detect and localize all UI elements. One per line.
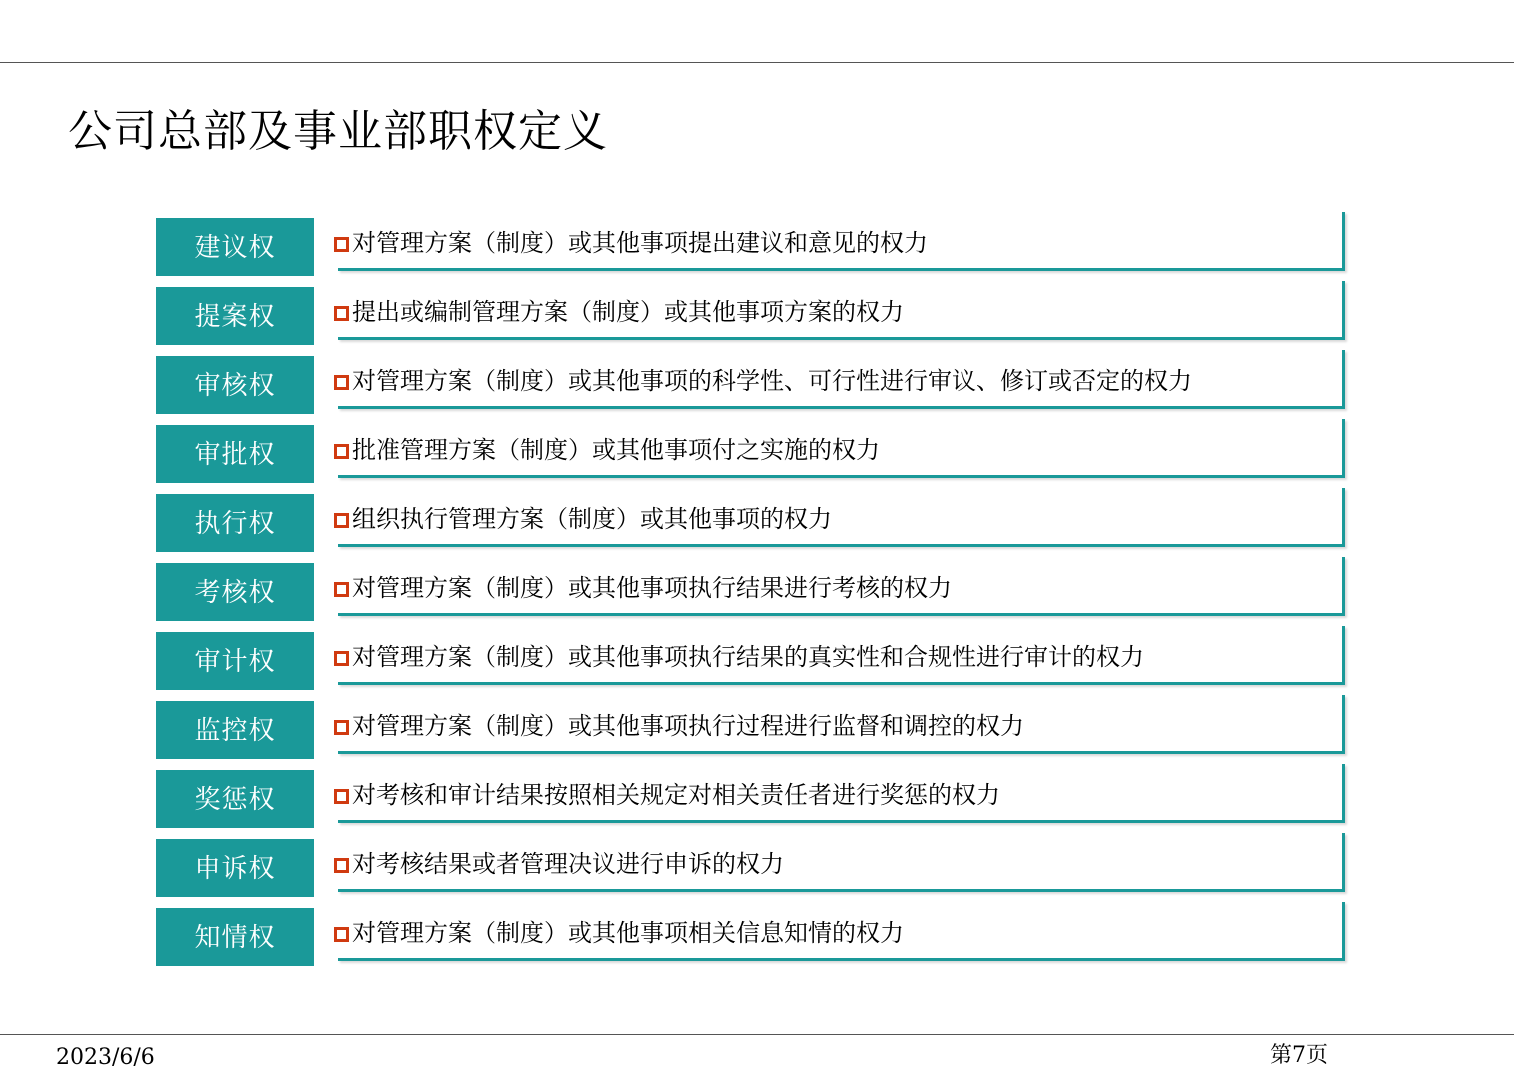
- row-text: 对管理方案（制度）或其他事项执行结果进行考核的权力: [352, 574, 952, 602]
- definition-row: [156, 908, 1346, 966]
- row-label: 考核权: [156, 563, 314, 621]
- row-text: 对考核和审计结果按照相关规定对相关责任者进行奖惩的权力: [352, 781, 1000, 809]
- square-bullet-icon: [334, 651, 349, 666]
- header-divider: [0, 62, 1514, 63]
- square-bullet-icon: [334, 858, 349, 873]
- row-label: 提案权: [156, 287, 314, 345]
- row-description: [334, 573, 952, 603]
- row-description: [334, 780, 1000, 810]
- square-bullet-icon: [334, 375, 349, 390]
- row-text: 提出或编制管理方案（制度）或其他事项方案的权力: [352, 298, 904, 326]
- page-number: 第7页: [1270, 1043, 1328, 1068]
- definition-row: [156, 701, 1346, 759]
- row-text: 对管理方案（制度）或其他事项提出建议和意见的权力: [352, 229, 928, 257]
- row-description: [334, 228, 928, 258]
- row-label: 建议权: [156, 218, 314, 276]
- row-description: [334, 297, 904, 327]
- footer-date: 2023/6/6: [56, 1045, 155, 1070]
- definition-row: [156, 425, 1346, 483]
- row-text: 对管理方案（制度）或其他事项相关信息知情的权力: [352, 919, 904, 947]
- row-description: [334, 366, 1192, 396]
- square-bullet-icon: [334, 582, 349, 597]
- row-text: 组织执行管理方案（制度）或其他事项的权力: [352, 505, 832, 533]
- row-label: 审核权: [156, 356, 314, 414]
- row-description: [334, 711, 1024, 741]
- definition-row: [156, 632, 1346, 690]
- row-description: [334, 435, 880, 465]
- row-label: 执行权: [156, 494, 314, 552]
- definition-row: [156, 770, 1346, 828]
- row-text: 对管理方案（制度）或其他事项执行结果的真实性和合规性进行审计的权力: [352, 643, 1144, 671]
- row-description: [334, 504, 832, 534]
- square-bullet-icon: [334, 927, 349, 942]
- definition-row: [156, 563, 1346, 621]
- footer-divider: [0, 1034, 1514, 1035]
- row-label: 审批权: [156, 425, 314, 483]
- definition-row: [156, 494, 1346, 552]
- row-text: 对管理方案（制度）或其他事项的科学性、可行性进行审议、修订或否定的权力: [352, 367, 1192, 395]
- row-description: [334, 918, 904, 948]
- page-title: 公司总部及事业部职权定义: [68, 106, 608, 157]
- square-bullet-icon: [334, 237, 349, 252]
- row-label: 知情权: [156, 908, 314, 966]
- row-description: [334, 642, 1144, 672]
- definition-row: [156, 287, 1346, 345]
- row-text: 对考核结果或者管理决议进行申诉的权力: [352, 850, 784, 878]
- row-label: 审计权: [156, 632, 314, 690]
- row-label: 奖惩权: [156, 770, 314, 828]
- definition-row: [156, 839, 1346, 897]
- square-bullet-icon: [334, 306, 349, 321]
- row-description: [334, 849, 784, 879]
- row-text: 对管理方案（制度）或其他事项执行过程进行监督和调控的权力: [352, 712, 1024, 740]
- row-text: 批准管理方案（制度）或其他事项付之实施的权力: [352, 436, 880, 464]
- row-label: 监控权: [156, 701, 314, 759]
- definition-row: [156, 218, 1346, 276]
- square-bullet-icon: [334, 513, 349, 528]
- square-bullet-icon: [334, 720, 349, 735]
- definition-row: [156, 356, 1346, 414]
- square-bullet-icon: [334, 444, 349, 459]
- row-label: 申诉权: [156, 839, 314, 897]
- square-bullet-icon: [334, 789, 349, 804]
